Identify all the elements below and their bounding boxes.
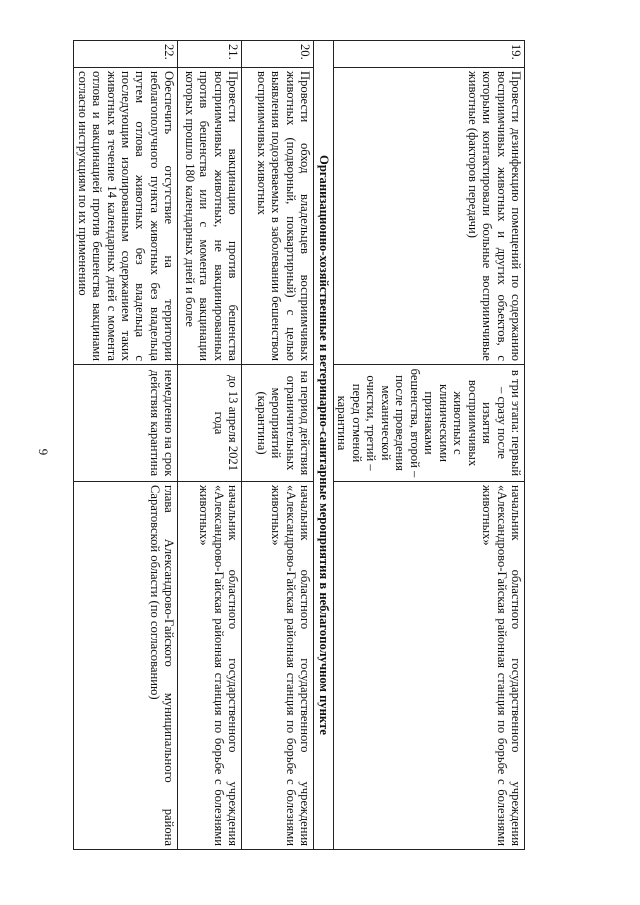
page-number: 6: [35, 448, 51, 456]
row-responsible: начальник областного государственного учреждения «Александрово-Гайская районная станция по борьбе с болезнями животных»: [333, 482, 524, 850]
section-row: [314, 41, 333, 850]
measures-table-sheet: [75, 40, 525, 850]
row-number: 19.: [333, 41, 524, 68]
row-responsible: глава Александрово-Гайского муниципального района Саратовской области (по согласованию): [74, 482, 178, 850]
row-number: 21.: [178, 41, 242, 68]
row-measure: Провести дезинфекцию помещений по содержанию восприимчивых животных и других объектов, с которыми контактировали больные восприимчивые животные (факторов передачи): [333, 68, 524, 365]
row-deadline: немедленно на срок действия карантина: [74, 365, 178, 482]
table-row: [242, 41, 314, 850]
row-number: 20.: [242, 41, 314, 68]
row-deadline: на период действия ограничительных мероприятий (карантина): [242, 365, 314, 482]
row-measure: Провести вакцинацию против бешенства восприимчивых животных, не вакцинированных против бешенства или с момента вакцинации которых прошло 180 календарных дней и более: [178, 68, 242, 365]
row-measure: Обеспечить отсутствие на территории неблагополучного пункта животных без владельца путем отлова животных без владельца с последующим изолированным содержанием таких животных в течение 14 календарных дней с момента отлова и вакцинацией против бешенства вакцинами согласно инструкциям по их применению: [74, 68, 178, 365]
table-row: [178, 41, 242, 850]
row-deadline: до 13 апреля 2021 года: [178, 365, 242, 482]
row-responsible: начальник областного государственного учреждения «Александрово-Гайская районная станция по борьбе с болезнями животных»: [178, 482, 242, 850]
table-row: [333, 41, 524, 850]
row-responsible: начальник областного государственного учреждения «Александрово-Гайская районная станция по борьбе с болезнями животных»: [242, 482, 314, 850]
measures-table: [73, 40, 525, 850]
section-title: Организационно-хозяйственные и ветеринарно-санитарные мероприятия в неблагополучном пункте: [314, 41, 333, 850]
row-deadline: в три этапа: первый – сразу после изъятия восприимчивых животных с клиническими признаками бешенства, второй – после проведения механической очистки, третий – перед отменой карантина: [333, 365, 524, 482]
row-measure: Провести обход владельцев восприимчивых животных (подворный, поквартирный) с целью выявления подозреваемых в заболевании бешенством восприимчивых животных: [242, 68, 314, 365]
row-number: 22.: [74, 41, 178, 68]
table-row: [74, 41, 178, 850]
